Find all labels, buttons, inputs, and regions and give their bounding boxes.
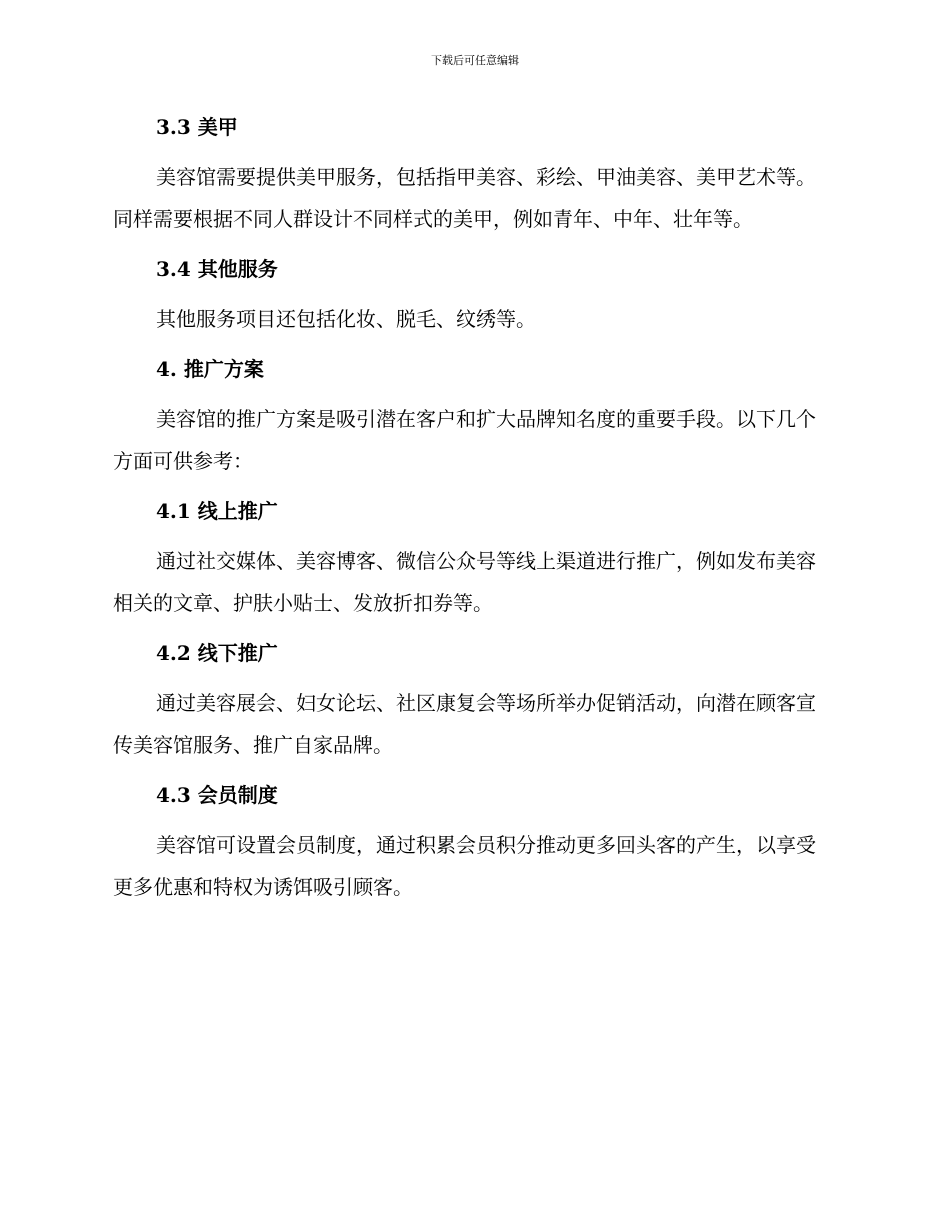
section-heading-3-4: 3.4 其他服务	[156, 257, 278, 281]
page-header-note: 下载后可任意编辑	[431, 54, 519, 67]
section-heading-4-1: 4.1 线上推广	[156, 499, 278, 523]
section-heading-4-2: 4.2 线下推广	[156, 641, 278, 665]
section-paragraph-4: 美容馆的推广方案是吸引潜在客户和扩大品牌知名度的重要手段。以下几个方面可供参考：	[113, 407, 816, 473]
section-heading-3-3: 3.3 美甲	[156, 115, 238, 139]
section-paragraph-4-3: 美容馆可设置会员制度，通过积累会员积分推动更多回头客的产生，以享受更多优惠和特权为诱饵吸引顾客。	[113, 833, 816, 899]
section-heading-4: 4. 推广方案	[156, 357, 264, 381]
document-body	[113, 112, 833, 908]
section-paragraph-3-4: 其他服务项目还包括化妆、脱毛、纹绣等。	[156, 307, 536, 331]
section-paragraph-4-2: 通过美容展会、妇女论坛、社区康复会等场所举办促销活动，向潜在顾客宣传美容馆服务、推广自家品牌。	[113, 691, 816, 757]
section-paragraph-3-3: 美容馆需要提供美甲服务，包括指甲美容、彩绘、甲油美容、美甲艺术等。同样需要根据不同人群设计不同样式的美甲，例如青年、中年、壮年等。	[113, 165, 816, 231]
section-paragraph-4-1: 通过社交媒体、美容博客、微信公众号等线上渠道进行推广，例如发布美容相关的文章、护肤小贴士、发放折扣券等。	[113, 549, 816, 615]
section-heading-4-3: 4.3 会员制度	[156, 783, 278, 807]
